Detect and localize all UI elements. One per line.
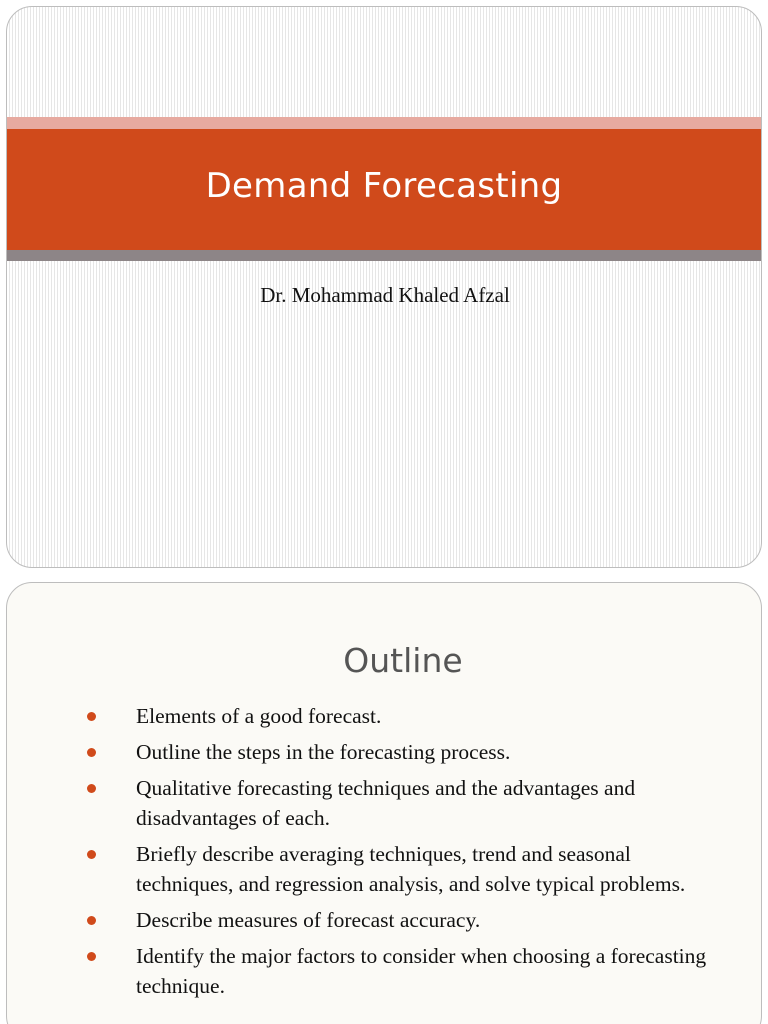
title-slide	[6, 6, 762, 568]
list-item	[7, 941, 761, 1001]
slide-subtitle-author: Dr. Mohammad Khaled Afzal	[260, 283, 510, 307]
outline-bullet-list	[7, 701, 761, 1007]
list-item	[7, 905, 761, 935]
outline-slide	[6, 582, 762, 1024]
outline-title: Outline	[343, 641, 463, 680]
bullet-text: Outline the steps in the forecasting process.	[136, 740, 511, 764]
bullet-dot-icon	[87, 952, 96, 961]
bullet-dot-icon	[87, 784, 96, 793]
title-band-top-stripe	[7, 117, 761, 129]
list-item	[7, 773, 761, 833]
list-item	[7, 839, 761, 899]
list-item	[7, 701, 761, 731]
bullet-text: Identify the major factors to consider when choosing a forecasting technique.	[136, 944, 707, 998]
bullet-dot-icon	[87, 850, 96, 859]
slide-title: Demand Forecasting	[205, 165, 563, 206]
title-band	[7, 129, 761, 250]
bullet-text: Elements of a good forecast.	[136, 704, 382, 728]
title-band-bottom-stripe	[7, 250, 761, 261]
bullet-text: Briefly describe averaging techniques, trend and seasonal techniques, and regression analysis, and solve typical problems.	[136, 842, 686, 896]
bullet-text: Describe measures of forecast accuracy.	[136, 908, 481, 932]
list-item	[7, 737, 761, 767]
bullet-dot-icon	[87, 712, 96, 721]
bullet-dot-icon	[87, 748, 96, 757]
bullet-text: Qualitative forecasting techniques and the advantages and disadvantages of each.	[136, 776, 636, 830]
bullet-dot-icon	[87, 916, 96, 925]
